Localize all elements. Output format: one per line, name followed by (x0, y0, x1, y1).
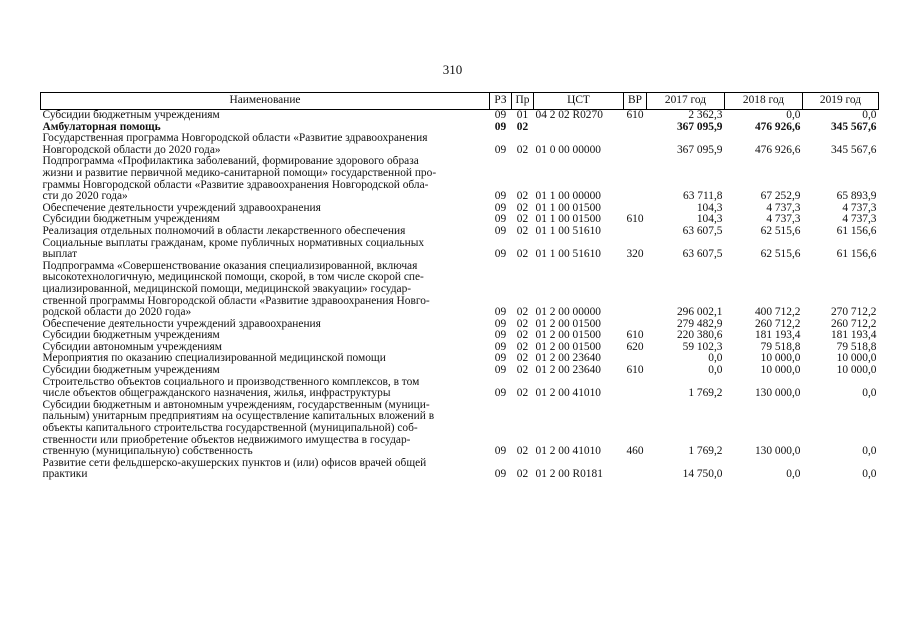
row-name-line: Амбулаторная помощь (42, 121, 161, 133)
row-vr: 610 (626, 109, 644, 121)
row-2019: 61 156,6 (836, 248, 877, 261)
column-header-pr: Пр (512, 93, 534, 110)
row-2018: 130 000,0 (754, 387, 801, 400)
row-2019: 345 567,6 (830, 143, 877, 156)
row-name-line: граммы Новгородской области «Развитие здравоохранения Новгородской обла- (42, 178, 429, 191)
table-row (41, 400, 879, 458)
row-2017: 367 095,9 (676, 143, 723, 156)
row-vr (624, 156, 647, 202)
row-pr: 02 (516, 248, 529, 261)
row-name-line: Обеспечение деятельности учреждений здравоохранения (42, 202, 321, 214)
row-name-line: пальным) унитарным предприятиям на осуществление капитальных вложений в (42, 410, 435, 423)
row-2019: 0,0 (862, 468, 877, 481)
row-rz: 09 (494, 353, 507, 365)
row-2017: 104,3 (696, 214, 723, 226)
row-name-line: циализированной, медицинской помощи, медицинской эвакуации» государ- (42, 282, 412, 295)
row-pr: 02 (516, 365, 529, 377)
row-cst: 01 2 00 23640 (535, 353, 601, 365)
row-rz: 09 (494, 318, 507, 330)
column-header-name: Наименование (41, 93, 490, 110)
row-name-line: выплат (42, 248, 78, 261)
table-row (41, 110, 879, 122)
row-cst: 01 2 00 01500 (535, 341, 601, 353)
row-name-line: жизни и развитие первичной медико-санитарной помощи» государственной про- (42, 166, 437, 179)
row-2019: 0,0 (862, 387, 877, 400)
row-2018: 181 193,4 (754, 330, 801, 342)
row-cst: 01 2 00 23640 (535, 365, 601, 377)
row-2019: 79 518,8 (836, 341, 877, 353)
row-2018: 10 000,0 (760, 353, 801, 365)
column-header-cst: ЦСТ (534, 93, 624, 110)
row-name-line: ственной программы Новгородской области «Развитие здравоохранения Новго- (42, 294, 430, 307)
row-cst: 01 0 00 00000 (535, 143, 601, 156)
row-name-line: Субсидии автономным учреждениям (42, 341, 222, 353)
row-vr (624, 226, 647, 238)
table-row (41, 353, 879, 365)
row-2019: 0,0 (862, 109, 877, 121)
row-rz: 09 (494, 341, 507, 353)
row-cst: 01 2 00 41010 (535, 387, 601, 400)
row-2017: 1 769,2 (688, 387, 723, 400)
column-header-2019: 2019 год (803, 93, 879, 110)
row-rz: 09 (494, 202, 507, 214)
row-pr: 02 (516, 353, 529, 365)
row-2019: 10 000,0 (836, 365, 877, 377)
row-2018: 400 712,2 (754, 306, 801, 319)
row-name-line: практики (42, 468, 88, 481)
table-row (41, 122, 879, 134)
budget-table (40, 92, 879, 481)
row-name-line: Строительство объектов социального и производственного комплексов, в том (42, 376, 420, 388)
row-2017: 367 095,9 (676, 121, 723, 133)
row-name-line: высокотехнологичную, медицинской помощи, скорой, в том числе скорой спе- (42, 271, 424, 284)
row-name (41, 238, 490, 261)
row-name-line: Субсидии бюджетным и автономным учреждениям, государственным (муници- (42, 399, 430, 411)
table-row (41, 319, 879, 331)
row-name (41, 110, 490, 122)
row-2018: 0,0 (786, 468, 801, 481)
row-vr (624, 261, 647, 319)
row-name-line: числе объектов общегражданского назначения, жилья, инфраструктуры (42, 387, 391, 400)
row-cst: 04 2 02 R0270 (535, 109, 603, 121)
row-name (41, 214, 490, 226)
row-vr: 610 (626, 365, 644, 377)
row-cst: 01 1 00 01500 (535, 214, 601, 226)
row-name-line: Обеспечение деятельности учреждений здравоохранения (42, 318, 321, 330)
row-pr: 02 (516, 445, 529, 458)
row-pr: 02 (516, 387, 529, 400)
row-2018: 62 515,6 (760, 225, 801, 237)
row-2017: 104,3 (696, 202, 723, 214)
row-pr: 02 (516, 143, 529, 156)
row-cst: 01 2 00 01500 (535, 330, 601, 342)
row-2018: 4 737,3 (766, 214, 801, 226)
row-2017: 14 750,0 (682, 468, 723, 481)
row-name-line: Подпрограмма «Профилактика заболеваний, формирование здорового образа (42, 156, 419, 168)
row-pr: 01 (516, 109, 529, 121)
row-rz: 09 (494, 306, 507, 319)
row-name (41, 226, 490, 238)
row-rz: 09 (494, 365, 507, 377)
row-name-line: объекты капитального строительства государственной (муниципальной) соб- (42, 422, 418, 435)
row-2018: 476 926,6 (754, 143, 801, 156)
table-row (41, 226, 879, 238)
row-2017: 63 607,5 (682, 225, 723, 237)
row-cst: 01 2 00 00000 (535, 306, 601, 319)
row-pr: 02 (516, 330, 529, 342)
row-2017: 0,0 (708, 353, 723, 365)
row-2019: 4 737,3 (842, 214, 877, 226)
row-vr (624, 319, 647, 331)
row-vr: 320 (626, 248, 644, 261)
row-pr: 02 (516, 121, 529, 133)
row-pr: 02 (516, 202, 529, 214)
row-rz: 09 (494, 109, 507, 121)
column-header-rz: РЗ (490, 93, 512, 110)
table-row (41, 238, 879, 261)
row-2017: 2 362,3 (688, 109, 723, 121)
row-name (41, 203, 490, 215)
row-vr (624, 203, 647, 215)
row-rz: 09 (494, 248, 507, 261)
row-2017: 59 102,3 (682, 341, 723, 353)
table-row (41, 330, 879, 342)
row-2019: 4 737,3 (842, 202, 877, 214)
row-cst: 01 1 00 01500 (535, 202, 601, 214)
row-2019: 270 712,2 (830, 306, 877, 319)
row-rz: 09 (494, 143, 507, 156)
row-name (41, 319, 490, 331)
page-number: 310 (442, 62, 463, 77)
row-cst: 01 1 00 51610 (535, 225, 601, 237)
row-name-line: Государственная программа Новгородской области «Развитие здравоохранения (42, 133, 428, 145)
column-header-2017: 2017 год (647, 93, 725, 110)
row-cst: 01 1 00 00000 (535, 190, 601, 203)
row-name-line: Подпрограмма «Совершенствование оказания специализированной, включая (42, 260, 418, 272)
row-name (41, 330, 490, 342)
row-2019: 10 000,0 (836, 353, 877, 365)
row-2018: 476 926,6 (754, 121, 801, 133)
row-cst: 01 2 00 01500 (535, 318, 601, 330)
row-name (41, 261, 490, 319)
table-body (41, 110, 879, 482)
table-row (41, 203, 879, 215)
row-name (41, 156, 490, 202)
row-pr: 02 (516, 341, 529, 353)
column-header-2018: 2018 год (725, 93, 803, 110)
row-name-line: Субсидии бюджетным учреждениям (42, 214, 220, 226)
row-2017: 296 002,1 (676, 306, 723, 319)
row-name-line: ственную (муниципальную) собственность (42, 445, 253, 458)
row-name-line: Мероприятия по оказанию специализированной медицинской помощи (42, 353, 386, 365)
row-2018: 0,0 (786, 109, 801, 121)
row-pr: 02 (516, 306, 529, 319)
row-name-line: Субсидии бюджетным учреждениям (42, 365, 220, 377)
row-name (41, 122, 490, 134)
row-2019: 260 712,2 (830, 318, 877, 330)
table-row (41, 156, 879, 202)
row-2019: 181 193,4 (830, 330, 877, 342)
row-pr: 02 (516, 225, 529, 237)
row-pr: 02 (516, 190, 529, 203)
row-2017: 279 482,9 (676, 318, 723, 330)
row-name (41, 400, 490, 458)
table-row (41, 342, 879, 354)
row-rz: 09 (494, 445, 507, 458)
row-2017: 1 769,2 (688, 445, 723, 458)
row-name-line: Субсидии бюджетным учреждениям (42, 109, 220, 121)
row-pr: 02 (516, 214, 529, 226)
row-2018: 4 737,3 (766, 202, 801, 214)
row-name (41, 133, 490, 156)
row-name (41, 353, 490, 365)
row-2018: 130 000,0 (754, 445, 801, 458)
row-2018: 79 518,8 (760, 341, 801, 353)
table-row (41, 214, 879, 226)
row-vr (624, 458, 647, 481)
row-rz: 09 (494, 225, 507, 237)
table-row (41, 377, 879, 400)
row-2019: 345 567,6 (830, 121, 877, 133)
row-2019: 0,0 (862, 445, 877, 458)
row-vr: 620 (626, 341, 644, 353)
row-cst: 01 2 00 41010 (535, 445, 601, 458)
row-name (41, 377, 490, 400)
row-2017: 0,0 (708, 365, 723, 377)
row-name-line: Субсидии бюджетным учреждениям (42, 330, 220, 342)
row-name (41, 458, 490, 481)
row-cst (534, 122, 624, 134)
row-vr: 610 (626, 330, 644, 342)
row-cst: 01 2 00 R0181 (535, 468, 603, 481)
row-vr (624, 122, 647, 134)
row-2018: 10 000,0 (760, 365, 801, 377)
row-name (41, 342, 490, 354)
row-rz: 09 (494, 214, 507, 226)
row-2018: 62 515,6 (760, 248, 801, 261)
table-row (41, 133, 879, 156)
row-pr: 02 (516, 318, 529, 330)
table-row (41, 458, 879, 481)
row-2019: 65 893,9 (836, 190, 877, 203)
row-vr: 610 (626, 214, 644, 226)
row-rz: 09 (494, 121, 507, 133)
row-2017: 63 711,8 (683, 190, 723, 203)
row-name-line: Развитие сети фельдшерско-акушерских пунктов и (или) офисов врачей общей (42, 457, 427, 469)
row-2019: 61 156,6 (836, 225, 877, 237)
table-header-row (41, 93, 879, 110)
row-rz: 09 (494, 190, 507, 203)
row-rz: 09 (494, 387, 507, 400)
row-2018: 67 252,9 (760, 190, 801, 203)
table-row (41, 261, 879, 319)
table-row (41, 365, 879, 377)
row-name (41, 365, 490, 377)
row-pr: 02 (516, 468, 529, 481)
row-name-line: Новгородской области до 2020 года» (42, 143, 221, 156)
row-name-line: Социальные выплаты гражданам, кроме публичных нормативных социальных (42, 237, 425, 249)
row-vr (624, 353, 647, 365)
row-cst: 01 1 00 51610 (535, 248, 601, 261)
row-2017: 220 380,6 (676, 330, 723, 342)
row-name-line: Реализация отдельных полномочий в области лекарственного обеспечения (42, 225, 406, 237)
row-name-line: сти до 2020 года» (42, 190, 128, 203)
row-name-line: ственности или приобретение объектов недвижимого имущества в государ- (42, 433, 411, 446)
row-2018: 260 712,2 (754, 318, 801, 330)
column-header-vr: ВР (624, 93, 647, 110)
row-vr (624, 133, 647, 156)
row-rz: 09 (494, 330, 507, 342)
row-name-line: родской области до 2020 года» (42, 306, 192, 319)
row-vr (624, 377, 647, 400)
row-rz: 09 (494, 468, 507, 481)
row-vr: 460 (626, 445, 644, 458)
row-2017: 63 607,5 (682, 248, 723, 261)
